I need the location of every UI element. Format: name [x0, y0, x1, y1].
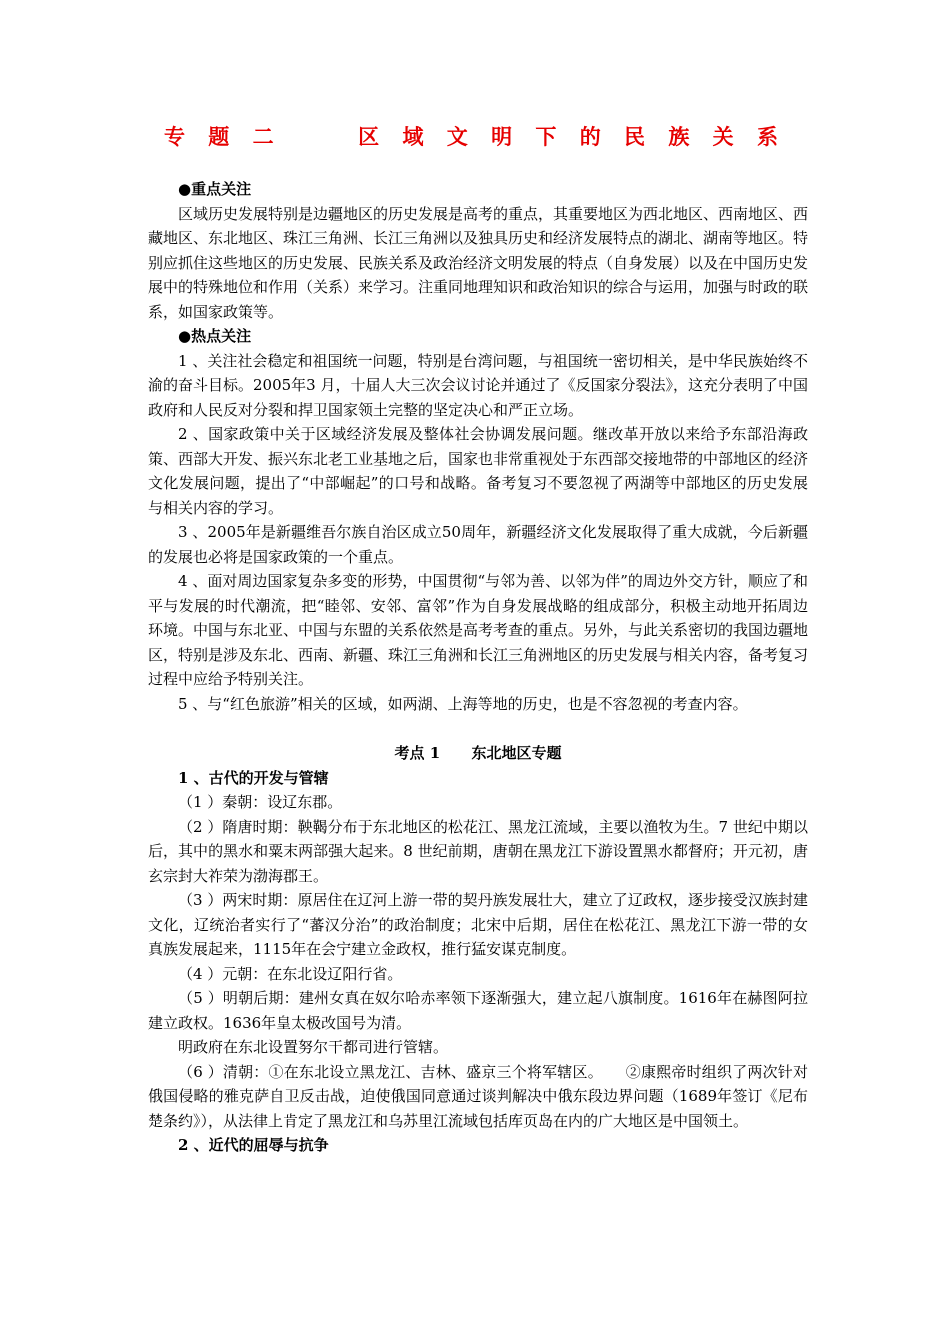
section-1-heading: 1 、古代的开发与管辖: [178, 768, 329, 787]
section-1-item-6: 明政府在东北设置努尔干都司进行管辖。: [178, 1038, 449, 1056]
page-title: 专 题 二 区 域 文 明 下 的 民 族 关 系: [164, 124, 786, 149]
document-body: [148, 177, 808, 1158]
section-1-item-7: （6 ）清朝：①在东北设立黑龙江、吉林、盛京三个将军辖区。 ②康熙帝时组织了两次针对俄国侵略的雅克萨自卫反击战，迫使俄国同意通过谈判解决中俄东段边界问题（1689年签订《尼布楚条约》），从法律上肯定了黑龙江和乌苏里江流域包括库页岛在内的广大地区是中国领土。: [148, 1062, 808, 1130]
hot-item-1: 1 、关注社会稳定和祖国统一问题，特别是台湾问题，与祖国统一密切相关，是中华民族始终不渝的奋斗目标。2005年3 月，十届人大三次会议讨论并通过了《反国家分裂法》，这充分表明了中国政府和人民反对分裂和捍卫国家领土完整的坚定决心和严正立场。: [148, 351, 808, 419]
hot-item-4: 4 、面对周边国家复杂多变的形势，中国贯彻“与邻为善、以邻为伴”的周边外交方针，顺应了和平与发展的时代潮流，把“睦邻、安邻、富邻”作为自身发展战略的组成部分，积极主动地开拓周边环境。中国与东北亚、中国与东盟的关系依然是高考考查的重点。另外，与此关系密切的我国边疆地区，特别是涉及东北、西南、新疆、珠江三角洲和长江三角洲地区的历史发展与相关内容，备考复习过程中应给予特别关注。: [148, 572, 809, 688]
focus-heading: ●重点关注: [178, 180, 252, 198]
hot-item-2: 2 、国家政策中关于区域经济发展及整体社会协调发展问题。继改革开放以来给予东部沿海政策、西部大开发、振兴东北老工业基地之后，国家也非常重视处于东西部交接地带的中部地区的经济文化发展问题，提出了“中部崛起”的口号和战略。备考复习不要忽视了两湖等中部地区的历史发展与相关内容的学习。: [148, 425, 809, 517]
section-1-item-3: （3 ）两宋时期：原居住在辽河上游一带的契丹族发展壮大，建立了辽政权，逐步接受汉族封建文化，辽统治者实行了“蕃汉分治”的政治制度；北宋中后期，居住在松花江、黑龙江下游一带的女真族发展起来，1115年在会宁建立金政权，推行猛安谋克制度。: [148, 891, 808, 958]
section-1-item-4: （4 ）元朝：在东北设辽阳行省。: [178, 964, 403, 983]
topic-heading: 考点 1 东北地区专题: [394, 744, 562, 762]
hot-heading: ●热点关注: [178, 327, 252, 345]
section-1-item-2: （2 ）隋唐时期：鞅鞨分布于东北地区的松花江、黑龙江流域，主要以渔牧为生。7 世纪中期以后，其中的黑水和粟末两部强大起来。8 世纪前期，唐朝在黑龙江下游设置黑水都督府；开元初，唐玄宗封大祚荣为渤海郡王。: [148, 817, 808, 885]
hot-item-5: 5 、与“红色旅游”相关的区域，如两湖、上海等地的历史，也是不容忽视的考查内容。: [178, 694, 748, 713]
section-1-item-5: （5 ）明朝后期：建州女真在奴尔哈赤率领下逐渐强大，建立起八旗制度。1616年在赫图阿拉建立政权。1636年皇太极改国号为清。: [148, 989, 808, 1032]
section-1-item-1: （1 ）秦朝：设辽东郡。: [178, 793, 343, 811]
hot-item-3: 3 、2005年是新疆维吾尔族自治区成立50周年，新疆经济文化发展取得了重大成就，今后新疆的发展也必将是国家政策的一个重点。: [148, 523, 808, 566]
focus-paragraph: 区域历史发展特别是边疆地区的历史发展是高考的重点，其重要地区为西北地区、西南地区、西藏地区、东北地区、珠江三角洲、长江三角洲以及独具历史和经济发展特点的湖北、湖南等地区。特别应抓住这些地区的历史发展、民族关系及政治经济文明发展的特点（自身发展）以及在中国历史发展中的特殊地位和作用（关系）来学习。注重同地理知识和政治知识的综合与运用，加强与时政的联系，如国家政策等。: [148, 204, 809, 321]
section-2-heading: 2 、近代的屈辱与抗争: [178, 1136, 329, 1154]
